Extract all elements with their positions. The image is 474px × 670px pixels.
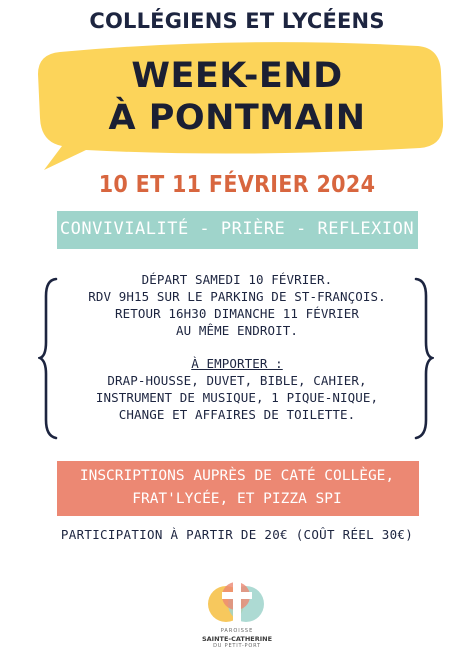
schedule-line: RDV 9H15 SUR LE PARKING DE ST-FRANÇOIS. [88, 289, 386, 304]
logo-text-place: DU PETIT-PORT [213, 643, 261, 649]
schedule-block [0, 271, 474, 339]
logo-text-parish: PAROISSE [220, 628, 254, 634]
bring-line: DRAP-HOUSSE, DUVET, BIBLE, CAHIER, [107, 373, 367, 388]
title-pontmain: À PONTMAIN [108, 98, 366, 138]
themes-text: CONVIVIALITÉ - PRIÈRE - REFLEXION [59, 219, 415, 239]
schedule-line: AU MÊME ENDROIT. [175, 323, 298, 338]
logo-text-name: SAINTE-CATHERINE [201, 635, 273, 643]
header-subtitle: COLLÉGIENS ET LYCÉENS [89, 9, 385, 33]
registration-line: INSCRIPTIONS AUPRÈS DE CATÉ COLLÈGE, [79, 468, 395, 484]
title-week-end: WEEK-END [131, 56, 343, 96]
participation-text: PARTICIPATION À PARTIR DE 20€ (COÛT RÉEL 30€) [60, 527, 414, 542]
bring-line: INSTRUMENT DE MUSIQUE, 1 PIQUE-NIQUE, [95, 390, 379, 405]
bring-heading: À EMPORTER : [191, 356, 283, 371]
bring-line: CHANGE ET AFFAIRES DE TOILETTE. [118, 407, 356, 422]
bring-block [0, 355, 474, 423]
schedule-line: DÉPART SAMEDI 10 FÉVRIER. [141, 272, 333, 287]
parish-cross-logo [200, 580, 274, 626]
schedule-line: RETOUR 16H30 DIMANCHE 11 FÉVRIER [114, 306, 360, 321]
event-date: 10 ET 11 FÉVRIER 2024 [98, 172, 376, 198]
registration-line: FRAT'LYCÉE, ET PIZZA SPI [132, 491, 342, 507]
registration-text [0, 465, 474, 511]
